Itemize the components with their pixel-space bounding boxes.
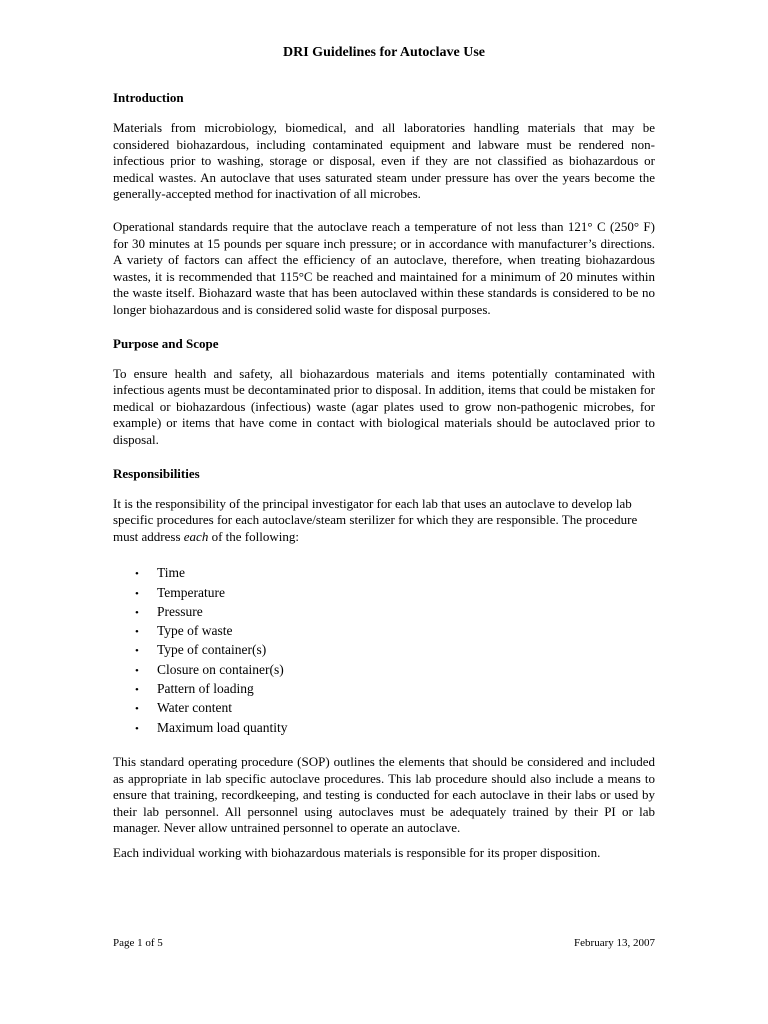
list-item-label: Time: [157, 565, 186, 581]
section-responsibilities: [113, 465, 655, 862]
responsibilities-paragraph-2: This standard operating procedure (SOP) outlines the elements that should be considered and included as appropriate in lab specific autoclave procedures. This lab procedure should also include a means to ensure that training, recordkeeping, and testing is conducted for each autoclave in their labs or used by their lab personnel. All personnel using autoclaves must be adequately trained by their PI or lab manager. Never allow untrained personnel to operate an autoclave.: [113, 753, 655, 836]
list-item-label: Water content: [157, 700, 233, 716]
list-item: [135, 603, 655, 622]
list-item-label: Pressure: [157, 603, 203, 619]
responsibilities-p1-text: It is the responsibility of the principal investigator for each lab that uses an autoclave to develop lab specific procedures for each autoclave/steam sterilizer for which they are responsible. The procedure must address: [113, 495, 638, 544]
list-item-label: Closure on container(s): [157, 661, 284, 677]
introduction-paragraph-1: Materials from microbiology, biomedical, and all laboratories handling materials that may be considered biohazardous, including contaminated equipment and labware must be rendered non-infectious prior to washing, storage or disposal, even if they are not classified as biohazardous or medical wastes. An autoclave that uses saturated steam under pressure has over the years become the generally-accepted method for inactivation of all microbes.: [113, 120, 655, 202]
bullet-icon: •: [135, 703, 139, 716]
list-item: [135, 641, 655, 660]
list-item: [135, 584, 655, 603]
list-item: [135, 719, 655, 738]
list-item: [135, 661, 655, 680]
responsibilities-paragraph-1: [113, 496, 655, 546]
document-date: February 13, 2007: [574, 937, 655, 949]
responsibilities-p1-emphasis: each: [183, 528, 209, 544]
bullet-icon: •: [135, 722, 139, 735]
list-item: [135, 680, 655, 699]
list-item-label: Temperature: [157, 584, 226, 600]
section-heading-responsibilities: Responsibilities: [113, 465, 200, 481]
bullet-icon: •: [135, 664, 139, 677]
list-item-label: Type of container(s): [157, 642, 267, 658]
page-footer: [113, 936, 655, 950]
list-item-label: Maximum load quantity: [157, 719, 288, 735]
list-item: [135, 699, 655, 718]
list-item: [135, 622, 655, 641]
bullet-icon: •: [135, 606, 139, 619]
bullet-icon: •: [135, 587, 139, 600]
responsibilities-p1-text-end: of the following:: [208, 528, 299, 544]
responsibilities-paragraph-3: Each individual working with biohazardous materials is responsible for its proper disposition.: [113, 844, 601, 860]
section-heading-introduction: Introduction: [113, 90, 184, 105]
introduction-paragraph-2: Operational standards require that the autoclave reach a temperature of not less than 121° C (250° F) for 30 minutes at 15 pounds per square inch pressure; or in accordance with manufacturer’s directions. A variety of factors can affect the efficiency of an autoclave, therefore, when treating biohazardous wastes, it is recommended that 115°C be reached and maintained for a minimum of 20 minutes within the waste itself. Biohazard waste that has been autoclaved within these standards is considered to be no longer biohazardous and is considered solid waste for disposal purposes.: [113, 218, 655, 317]
section-introduction: [113, 89, 655, 319]
page-number: Page 1 of 5: [113, 937, 163, 949]
bullet-icon: •: [135, 626, 139, 639]
bullet-icon: •: [135, 645, 139, 658]
section-purpose-and-scope: [113, 335, 655, 449]
purpose-paragraph-1: To ensure health and safety, all biohazardous materials and items potentially contaminated with infectious agents must be decontaminated prior to disposal. In addition, items that could be mistaken for medical or biohazardous (infectious) waste (agar plates used to grow non-pathogenic microbes, for example) or items that have come in contact with biological materials should be autoclaved prior to disposal.: [113, 365, 655, 447]
section-heading-purpose-and-scope: Purpose and Scope: [113, 335, 219, 351]
list-item-label: Type of waste: [157, 623, 233, 639]
procedure-elements-list: [113, 564, 655, 738]
bullet-icon: •: [135, 684, 139, 697]
list-item-label: Pattern of loading: [157, 681, 254, 697]
list-item: [135, 564, 655, 583]
document-title: DRI Guidelines for Autoclave Use: [283, 45, 485, 60]
bullet-icon: •: [135, 568, 139, 581]
